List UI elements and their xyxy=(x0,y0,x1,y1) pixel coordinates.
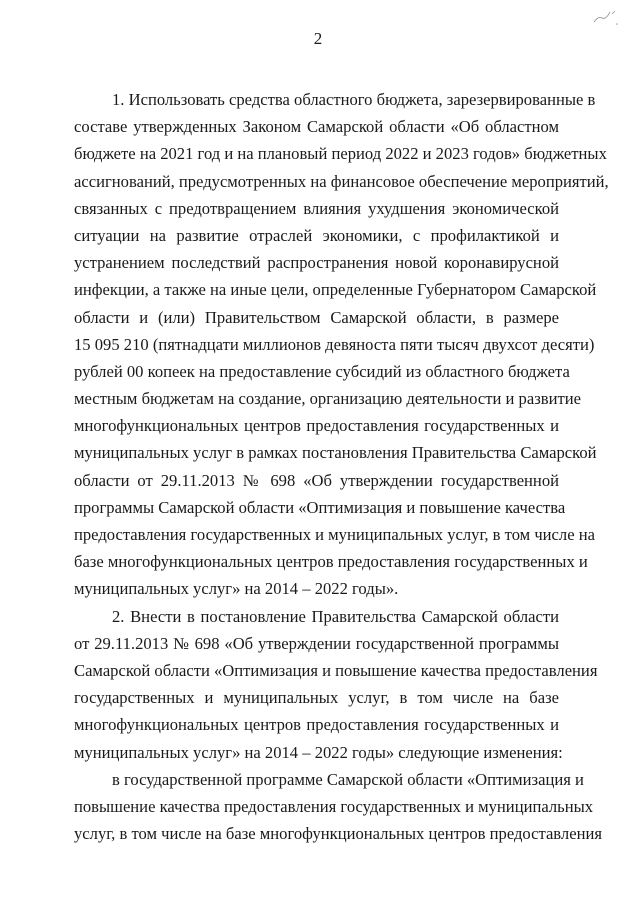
paragraph xyxy=(74,603,598,766)
text-line: бюджете на 2021 год и на плановый период 2022 и 2023 годов» бюджетных xyxy=(74,144,607,164)
text-line: в государственной программе Самарской области «Оптимизация и xyxy=(112,769,584,789)
text-line: государственных и муниципальных услуг, в том числе на базе xyxy=(74,688,559,708)
text-line: муниципальных услуг» на 2014 – 2022 годы». xyxy=(74,579,399,599)
text-line: программы Самарской области «Оптимизация и повышение качества xyxy=(74,497,566,517)
text-line: рублей 00 копеек на предоставление субсидий из областного бюджета xyxy=(74,361,570,381)
text-line: муниципальных услуг» на 2014 – 2022 годы» следующие изменения: xyxy=(74,742,563,762)
pen-mark-scribble xyxy=(590,6,620,26)
text-line: многофункциональных центров предоставления государственных и xyxy=(74,416,559,436)
text-line: базе многофункциональных центров предоставления государственных и xyxy=(74,552,588,572)
text-line: от 29.11.2013 № 698 «Об утверждении государственной программы xyxy=(74,633,559,653)
text-line: 2. Внести в постановление Правительства Самарской области xyxy=(112,606,559,626)
text-line: связанных с предотвращением влияния ухудшения экономической xyxy=(74,198,559,218)
page-number: 2 xyxy=(313,29,323,48)
text-line: местным бюджетам на создание, организацию деятельности и развитие xyxy=(74,389,581,409)
text-line: области и (или) Правительством Самарской области, в размере xyxy=(74,307,559,327)
text-line: услуг, в том числе на базе многофункциональных центров предоставления xyxy=(74,824,602,844)
text-line: многофункциональных центров предоставления государственных и xyxy=(74,715,559,735)
text-line: ассигнований, предусмотренных на финансовое обеспечение мероприятий, xyxy=(74,171,609,191)
document-body xyxy=(74,86,609,847)
paragraph xyxy=(74,86,609,603)
paragraph xyxy=(74,766,602,848)
text-line: предоставления государственных и муниципальных услуг, в том числе на xyxy=(74,525,595,544)
text-line: области от 29.11.2013 № 698 «Об утверждении государственной xyxy=(74,470,559,490)
text-line: инфекции, а также на иные цели, определенные Губернатором Самарской xyxy=(74,280,597,300)
text-line: ситуации на развитие отраслей экономики, с профилактикой и xyxy=(74,225,559,245)
text-line: 15 095 210 (пятнадцати миллионов девяноста пяти тысяч двухсот десяти) xyxy=(74,334,595,354)
text-line: Самарской области «Оптимизация и повышение качества предоставления xyxy=(74,660,598,680)
text-line: устранением последствий распространения новой коронавирусной xyxy=(74,253,559,273)
text-line: муниципальных услуг в рамках постановления Правительства Самарской xyxy=(74,443,597,463)
text-line: составе утвержденных Законом Самарской области «Об областном xyxy=(74,117,559,137)
text-line: повышение качества предоставления государственных и муниципальных xyxy=(74,796,594,816)
text-line: 1. Использовать средства областного бюджета, зарезервированные в xyxy=(112,90,596,109)
